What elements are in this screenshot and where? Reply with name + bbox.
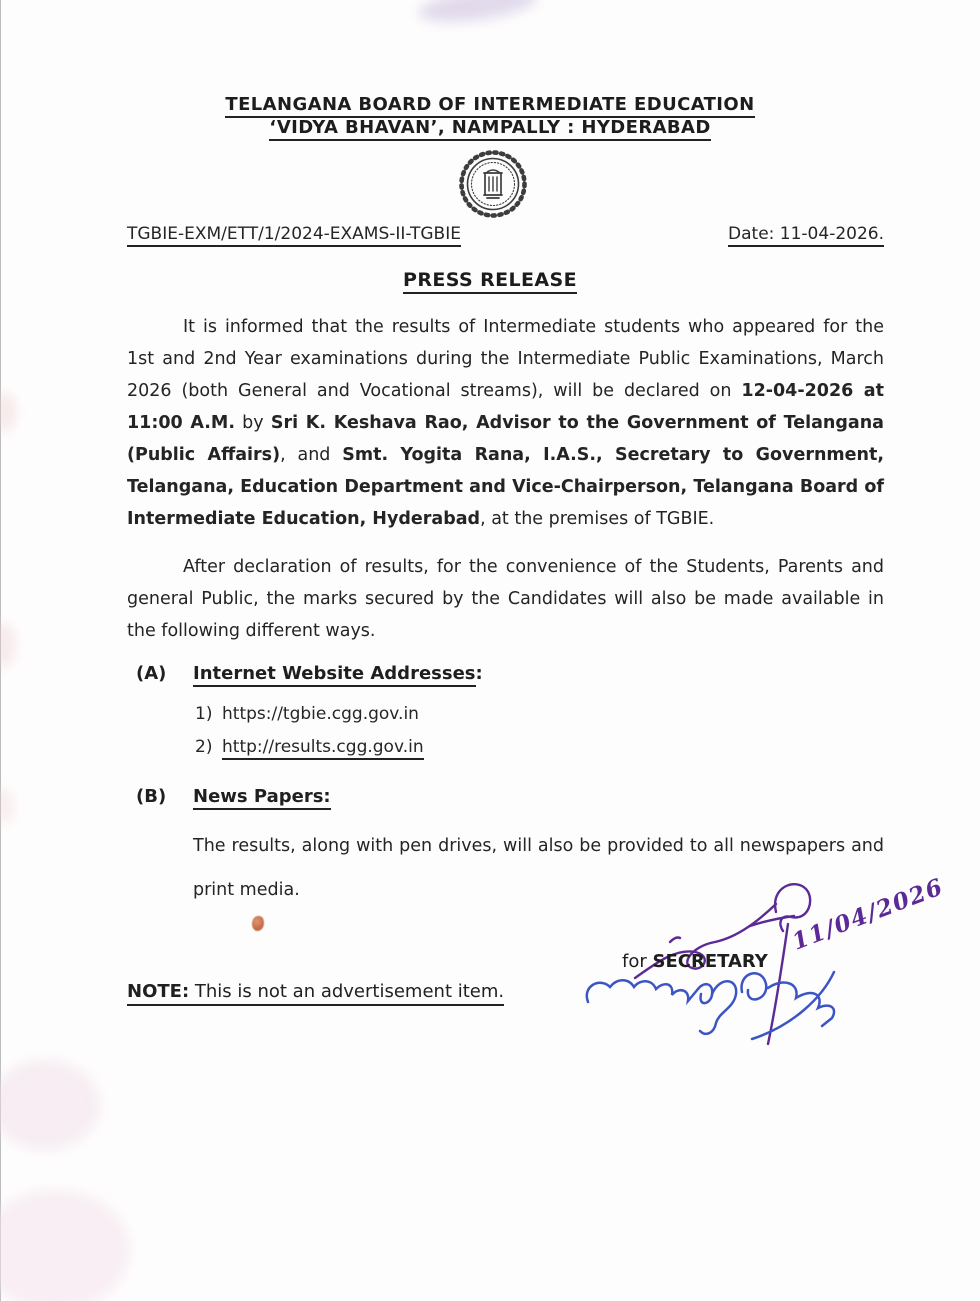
paragraph-marks-availability: After declaration of results, for the convenience of the Students, Parents and general Public, the marks secured by the Candidates will also be made available in the following different ways. [127,557,884,641]
section-a-heading: (A) Internet Website Addresses: [136,663,483,684]
scan-smudge-bottom-left-2 [0,1190,130,1301]
reference-number: TGBIE-EXM/ETT/1/2024-EXAMS-II-TGBIE [127,224,461,247]
section-b-body: The results, along with pen drives, will also be provided to all newspapers and print media. [193,836,884,900]
ink-blot [252,916,264,931]
scan-smudge-top [416,0,539,28]
for-label: for [622,951,653,972]
document-date: Date: 11-04-2026. [728,224,884,247]
note-line [127,981,504,1002]
paragraph-results-announcement: It is informed that the results of Intermediate students who appeared for the 1st and 2nd Year examinations during the Intermediate Public Examinations, March 2026 (both General and Vocational streams), will be declared on 12-04-2026 at 11:00 A.M. by Sri K. Keshava Rao, Advisor to the Government of Telangana (Public Affairs), and Smt. Yogita Rana, I.A.S., Secretary to Government, Telangana, Education Department and Vice-Chairperson, Telangana Board of Intermediate Education, Hyderabad, at the premises of TGBIE. [127,317,884,529]
scan-smudge-left-3 [0,788,14,824]
board-seal-icon [455,148,531,220]
scan-smudge-left-1 [0,392,16,432]
url-text: http://results.cgg.gov.in [222,737,424,760]
signatory-line [622,951,768,972]
signatory-title: SECRETARY [652,951,768,972]
section-b-marker: (B) [136,786,167,807]
scan-smudge-left-2 [0,622,16,668]
section-a-marker: (A) [136,663,167,684]
website-address-2: 2) http://results.cgg.gov.in [195,737,424,757]
board-address: ‘VIDYA BHAVAN’, NAMPALLY : HYDERABAD [0,117,980,138]
reference-and-date-row [127,224,884,247]
note-text: This is not an advertisement item. [189,981,505,1002]
board-title: TELANGANA BOARD OF INTERMEDIATE EDUCATION [0,94,980,115]
website-address-1: 1) https://tgbie.cgg.gov.in [195,704,419,724]
section-b-heading: (B) News Papers: [136,786,331,807]
url-text: https://tgbie.cgg.gov.in [222,704,419,724]
press-release-heading: PRESS RELEASE [0,269,980,291]
note-label: NOTE: [127,981,190,1002]
scan-smudge-bottom-left-1 [0,1060,100,1150]
handwritten-date: 11/04/2026 [788,873,948,956]
